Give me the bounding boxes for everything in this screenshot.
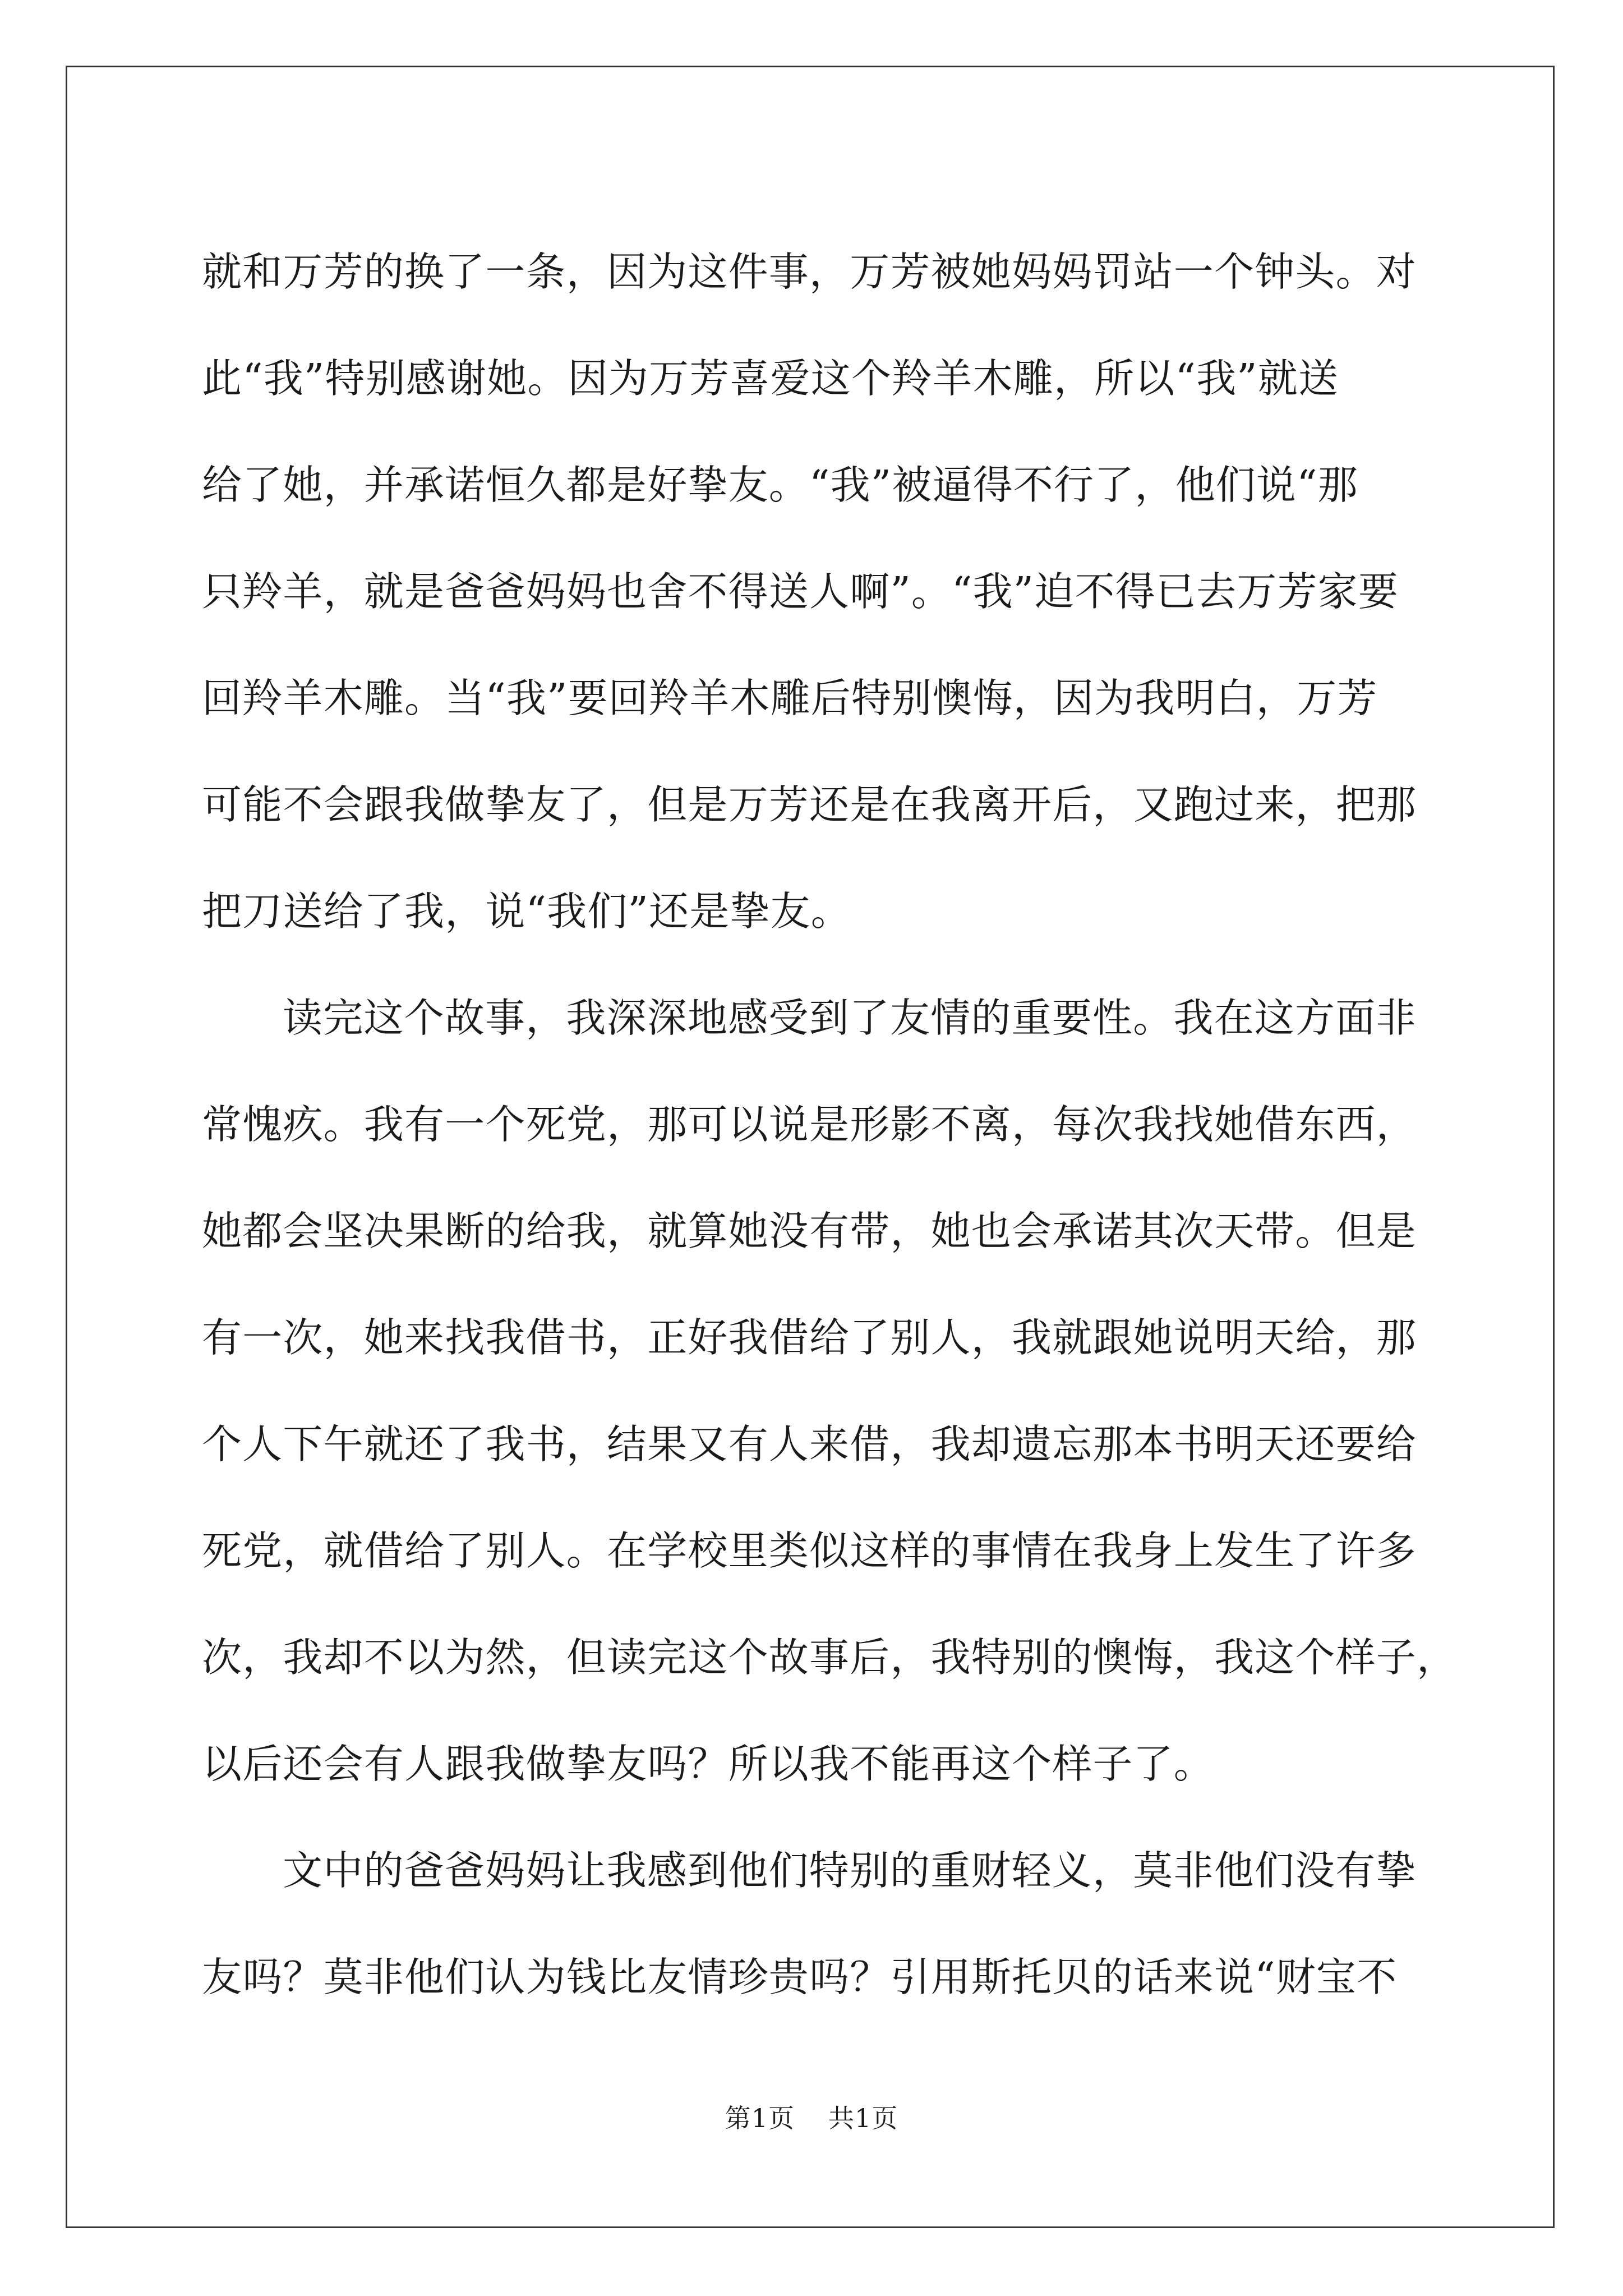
page-number: 第1页 — [725, 2103, 795, 2133]
text-line: 她都会坚决果断的给我，就算她没有带，她也会承诺其次天带。但是 — [202, 1208, 1417, 1254]
document-body — [202, 219, 1458, 2031]
text-line: 以后还会有人跟我做挚友吗？所以我不能再这个样子了。 — [202, 1741, 1215, 1787]
paragraph-start-line: 读完这个故事，我深深地感受到了友情的重要性。我在这方面非 — [283, 995, 1417, 1041]
text-line: 就和万芳的换了一条，因为这件事，万芳被她妈妈罚站一个钟头。对 — [202, 249, 1417, 295]
text-line: 把刀送给了我，说“我们”还是挚友。 — [202, 888, 851, 935]
text-line: 次，我却不以为然，但读完这个故事后，我特别的懊悔，我这个样子， — [202, 1634, 1458, 1681]
text-line: 只羚羊，就是爸爸妈妈也舍不得送人啊”。“我”迫不得已去万芳家要 — [202, 568, 1399, 615]
text-line: 死党，就借给了别人。在学校里类似这样的事情在我身上发生了许多 — [202, 1527, 1417, 1574]
paragraph-start-line: 文中的爸爸妈妈让我感到他们特别的重财轻义，莫非他们没有挚 — [283, 1847, 1417, 1894]
text-line: 回羚羊木雕。当“我”要回羚羊木雕后特别懊悔，因为我明白，万芳 — [202, 675, 1378, 721]
text-line: 常愧疚。我有一个死党，那可以说是形影不离，每次我找她借东西， — [202, 1101, 1417, 1148]
text-line: 友吗？莫非他们认为钱比友情珍贵吗？引用斯托贝的话来说“财宝不 — [202, 1954, 1398, 2000]
text-line: 有一次，她来找我借书，正好我借给了别人，我就跟她说明天给，那 — [202, 1314, 1417, 1361]
text-line: 给了她，并承诺恒久都是好挚友。“我”被逼得不行了，他们说“那 — [202, 462, 1358, 508]
page-footer — [0, 2098, 1623, 2135]
page-total: 共1页 — [828, 2103, 898, 2133]
text-line: 可能不会跟我做挚友了，但是万芳还是在我离开后，又跑过来，把那 — [202, 781, 1417, 828]
text-line: 此“我”特别感谢她。因为万芳喜爱这个羚羊木雕，所以“我”就送 — [202, 355, 1339, 402]
text-line: 个人下午就还了我书，结果又有人来借，我却遗忘那本书明天还要给 — [202, 1421, 1417, 1467]
